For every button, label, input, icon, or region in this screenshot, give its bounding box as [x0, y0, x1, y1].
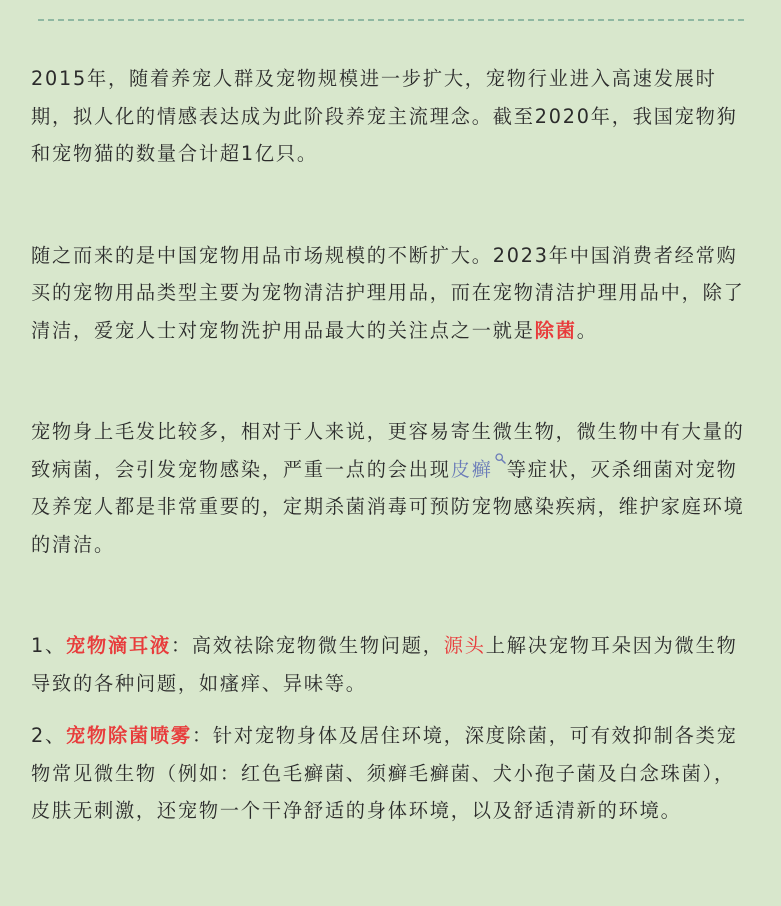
paragraph-intro [31, 60, 753, 173]
highlight-sterilization: 除菌 [534, 318, 577, 342]
list-item [31, 627, 753, 702]
list-item [31, 717, 753, 830]
paragraph-microbes [31, 413, 753, 563]
paragraph-market-text: 随之而来的是中国宠物用品市场规模的不断扩大。2023年中国消费者经常购买的宠物用品类型主要为宠物清洁护理用品，而在宠物清洁护理用品中，除了清洁，爱宠人士对宠物洗护用品最大的关注点之一就是 [31, 243, 745, 342]
link-source[interactable]: 源头 [443, 634, 486, 657]
product-ear-drops-desc: ：高效祛除宠物微生物问题， [170, 634, 444, 657]
paragraph-market [31, 237, 753, 350]
product-ear-drops-desc-end: 上解决宠物耳朵因为微生物导致的各种问题，如瘙痒、异味等。 [31, 634, 738, 695]
top-divider [38, 19, 744, 21]
product-spray-desc: ：针对宠物身体及居住环境，深度除菌，可有效抑制各类宠物常见微生物（例如：红色毛癣菌、须癣毛癣菌、犬小孢子菌及白念珠菌），皮肤无刺激，还宠物一个干净舒适的身体环境，以及舒适清新的环境。 [31, 724, 738, 822]
list-item-number: 2、 [31, 724, 66, 747]
list-item-number: 1、 [31, 634, 66, 657]
paragraph-market-end: 。 [576, 318, 598, 342]
paragraph-intro-text: 2015年，随着养宠人群及宠物规模进一步扩大，宠物行业进入高速发展时期，拟人化的情感表达成为此阶段养宠主流理念。截至2020年，我国宠物狗和宠物猫的数量合计超1亿只。 [31, 67, 738, 165]
link-ringworm[interactable]: 皮癣 [450, 457, 493, 481]
product-spray-title: 宠物除菌喷雾 [66, 724, 192, 747]
article-body [31, 60, 753, 830]
paragraph-microbes-end: 等症状，灭杀细菌对宠物及养宠人都是非常重要的，定期杀菌消毒可预防宠物感染疾病，维护家庭环境的清洁。 [31, 457, 745, 556]
paragraph-microbes-text: 宠物身上毛发比较多，相对于人来说，更容易寄生微生物，微生物中有大量的致病菌，会引发宠物感染，严重一点的会出现 [31, 420, 745, 481]
search-icon[interactable] [495, 453, 505, 463]
product-ear-drops-title: 宠物滴耳液 [66, 634, 171, 657]
